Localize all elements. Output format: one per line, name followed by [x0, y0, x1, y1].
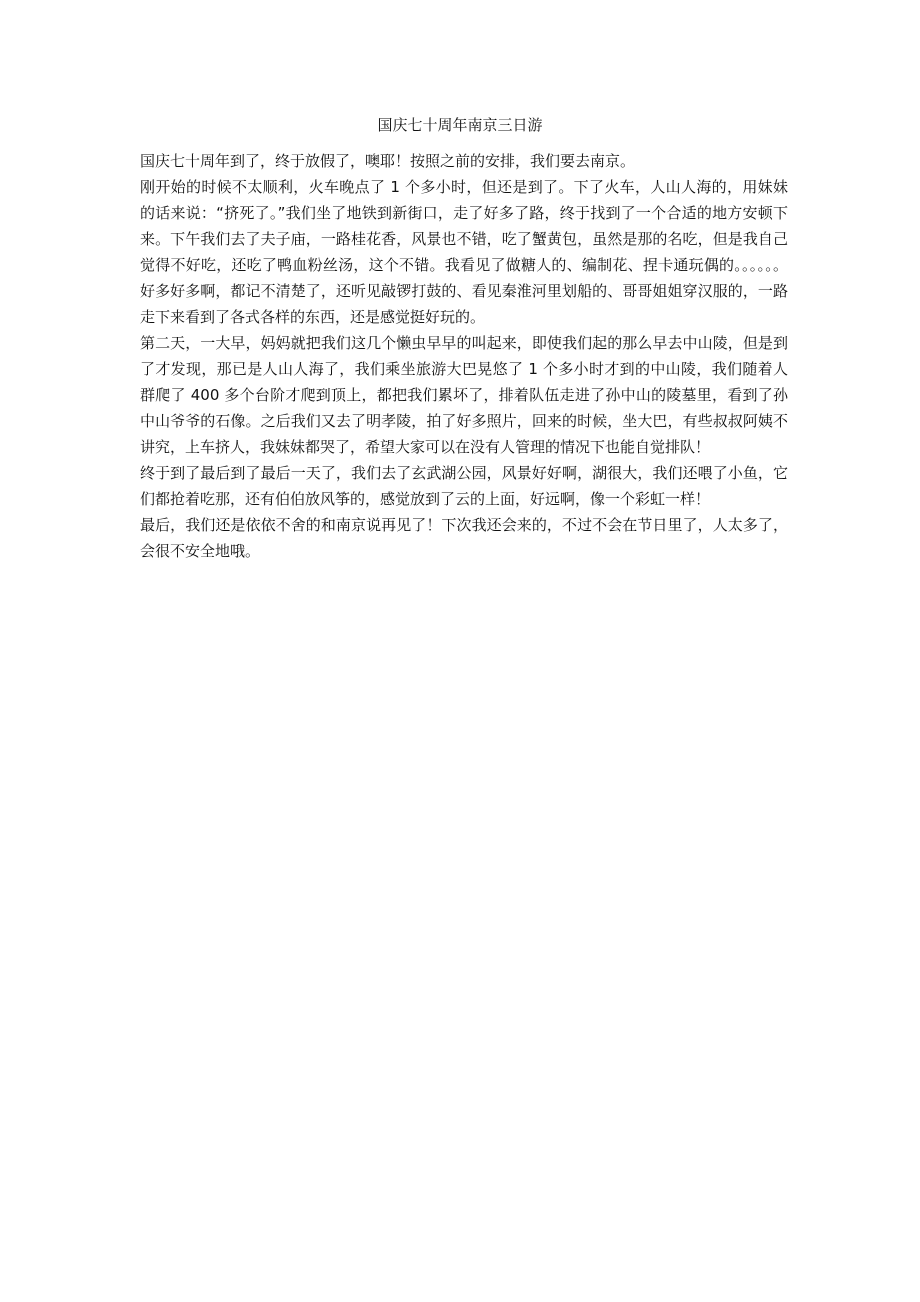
paragraph-day-one: 刚开始的时候不太顺利，火车晚点了 1 个多小时，但还是到了。下了火车，人山人海的，用妹妹的话来说：“挤死了。”我们坐了地铁到新街口，走了好多了路，终于找到了一个合适的地方安顿下来。下午我们去了夫子庙，一路桂花香，风景也不错，吃了蟹黄包，虽然是那的名吃，但是我自己觉得不好吃，还吃了鸭血粉丝汤，这个不错。我看见了做糖人的、编制花、捏卡通玩偶的。。。。。。好多好多啊，都记不清楚了，还听见敲锣打鼓的、看见秦淮河里划船的、哥哥姐姐穿汉服的，一路走下来看到了各式各样的东西，还是感觉挺好玩的。 — [140, 178, 788, 326]
paragraph-intro: 国庆七十周年到了，终于放假了，噢耶！按照之前的安排，我们要去南京。 — [140, 152, 636, 170]
paragraph-conclusion: 最后，我们还是依依不舍的和南京说再见了！下次我还会来的，不过不会在节日里了，人太多了，会很不安全地哦。 — [140, 516, 788, 560]
document-body — [140, 148, 788, 564]
paragraph-day-two: 第二天，一大早，妈妈就把我们这几个懒虫早早的叫起来，即使我们起的那么早去中山陵，但是到了才发现，那已是人山人海了，我们乘坐旅游大巴晃悠了 1 个多小时才到的中山陵，我们随着人群爬了 400 多个台阶才爬到顶上，都把我们累坏了，排着队伍走进了孙中山的陵墓里，看到了孙中山爷爷的石像。之后我们又去了明孝陵，拍了好多照片，回来的时候，坐大巴，有些叔叔阿姨不讲究，上车挤人，我妹妹都哭了，希望大家可以在没有人管理的情况下也能自觉排队！ — [140, 334, 788, 456]
paragraph-day-three: 终于到了最后到了最后一天了，我们去了玄武湖公园，风景好好啊，湖很大，我们还喂了小鱼，它们都抢着吃那，还有伯伯放风筝的，感觉放到了云的上面，好远啊，像一个彩虹一样！ — [140, 464, 788, 508]
document-title: 国庆七十周年南京三日游 — [377, 116, 543, 134]
